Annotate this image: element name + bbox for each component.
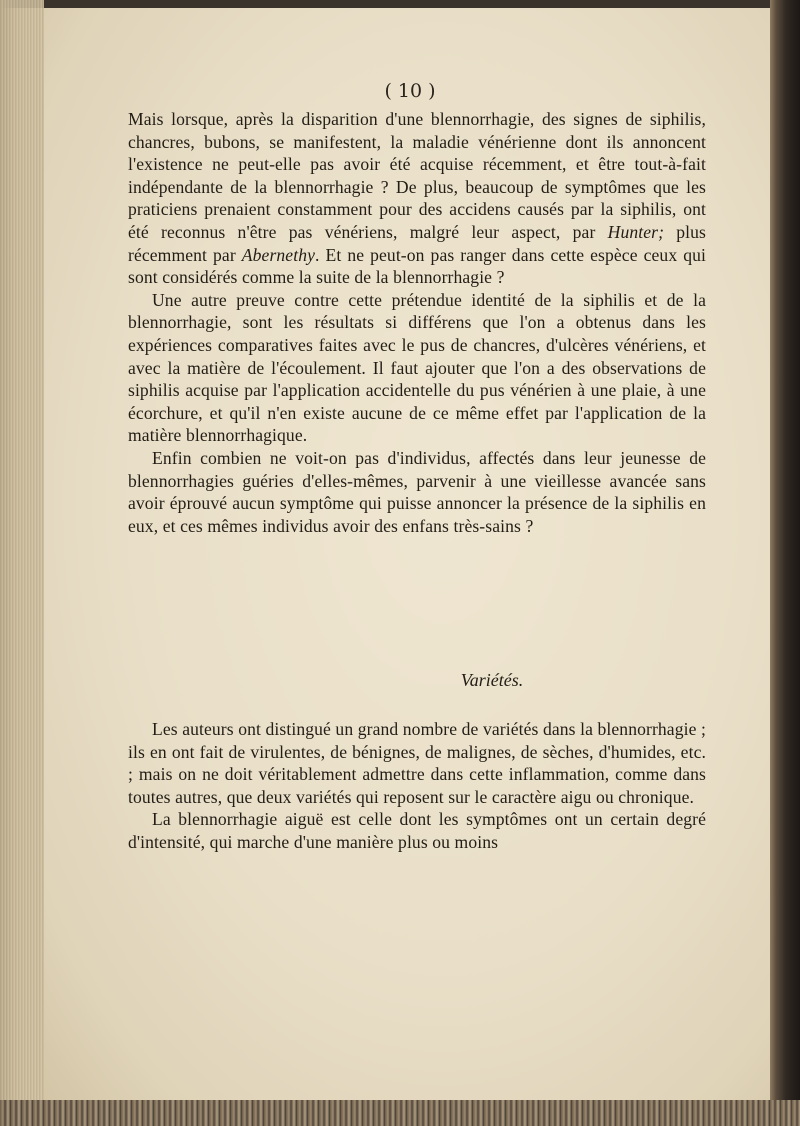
paragraph-2: Une autre preuve contre cette prétendue identité de la siphilis et de la blennorrhagie, sont les résultats si différens que l'on a obtenus dans les expériences comparatives faites avec le pus de chancres, d'ulcères vénériens, et avec la matière de l'écoulement. Il faut ajouter que l'on a des observations de siphilis acquise par l'application accidentelle du pus vénérien à une plaie, à une écorchure, et qu'il n'en existe aucune de ce même effet par l'application de la matière blennorrhagique.: [128, 289, 706, 446]
body-text-bottom: [128, 718, 706, 854]
page-number: ( 10 ): [384, 80, 436, 102]
section-heading: [128, 670, 706, 691]
paragraph-5: La blennorrhagie aiguë est celle dont les symptômes ont un certain degré d'intensité, qui marche d'une manière plus ou moins: [128, 809, 706, 852]
author-name-hunter: Hunter;: [607, 221, 665, 242]
top-edge: [0, 0, 800, 8]
body-text-top: [128, 108, 706, 537]
paragraph-1-text-b: plus récemment par: [128, 221, 706, 265]
author-name-abernethy: Abernethy: [241, 244, 315, 265]
paragraph-4: Les auteurs ont distingué un grand nombre de variétés dans la blennorrhagie ; ils en ont fait de virulentes, de bénignes, de malignes, de sèches, d'humides, etc. ; mais on ne doit véritablement admettre dans cette inflammation, comme dans toutes autres, que deux variétés qui reposent sur le caractère aigu ou chronique.: [128, 719, 706, 807]
paragraph-3: Enfin combien ne voit-on pas d'individus, affectés dans leur jeunesse de blennorrhagies guéries d'elles-mêmes, parvenir à une vieillesse avancée sans avoir éprouvé aucun symptôme qui puisse annoncer la présence de la siphilis en eux, et ces mêmes individus avoir des enfans très-sains ?: [128, 447, 706, 536]
bottom-edge: [0, 1100, 800, 1126]
paragraph-1-text-a: Mais lorsque, après la disparition d'une blennorrhagie, des signes de siphilis, chancres, bubons, se manifestent, la maladie vénérienne dont ils annoncent l'existence ne peut-elle pas avoir été acquise récemment, et être tout-à-fait indépendante de la blennorrhagie ? De plus, beaucoup de symptômes que les praticiens prenaient constamment pour des accidens causés par la siphilis, ont été reconnus n'être pas vénériens, malgré leur aspect, par: [128, 109, 706, 242]
book-binding-edge: [770, 0, 800, 1126]
book-page-edges: [0, 0, 44, 1126]
section-heading-text: Variétés.: [460, 670, 524, 690]
paragraph-1-text-c: . Et ne peut-on pas ranger dans cette espèce ceux qui sont considérés comme la suite de la blennorrhagie ?: [128, 244, 706, 288]
paragraph-1: [128, 108, 706, 289]
